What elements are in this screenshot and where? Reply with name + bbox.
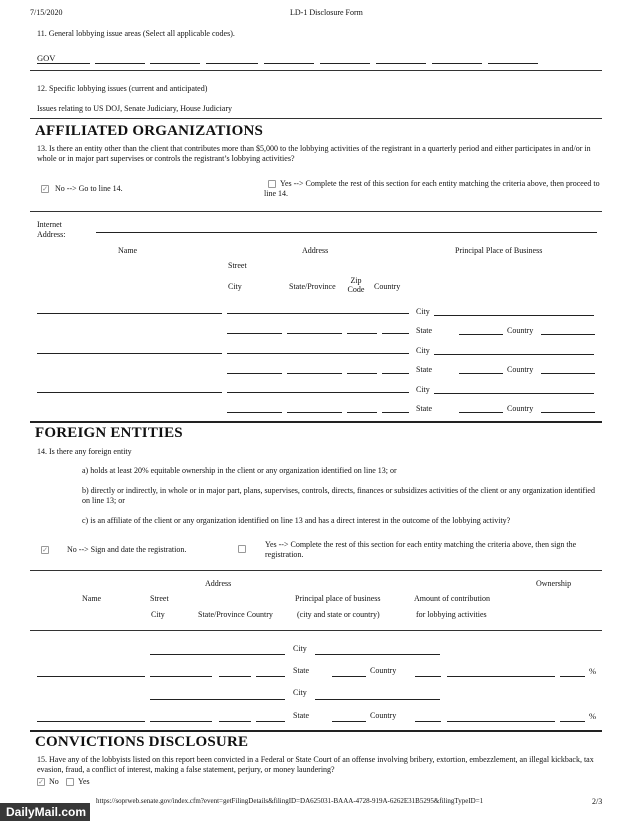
- section-divider: [30, 570, 602, 571]
- col-principal: Principal Place of Business: [455, 246, 543, 255]
- page-number: 2/3: [592, 797, 603, 806]
- f-state-label: State: [293, 711, 309, 720]
- f-state-value-line: [332, 721, 366, 722]
- principal-country-label: Country: [507, 404, 534, 413]
- principal-city-label: City: [416, 346, 430, 355]
- sub-street: Street: [228, 261, 247, 270]
- principal-state-line: [459, 412, 503, 413]
- zip-line: [347, 333, 377, 334]
- f-ownership-line: [560, 676, 585, 677]
- line14-question: 14. Is there any foreign entity: [37, 447, 132, 456]
- issue-code-line: [206, 63, 258, 64]
- f-city-addr-line: [150, 676, 212, 677]
- street-line: [227, 353, 409, 354]
- f-amount-line: [447, 676, 555, 677]
- section-divider: [30, 118, 602, 119]
- f-street-line: [150, 699, 285, 700]
- principal-city-label: City: [416, 307, 430, 316]
- f-col-amount-sub: for lobbying activities: [416, 610, 487, 619]
- state-line: [287, 333, 342, 334]
- f-name-line: [37, 676, 145, 677]
- issue-code-line: [37, 63, 90, 64]
- internet-address-label: Internet Address:: [37, 220, 66, 239]
- f-state-line: [219, 721, 251, 722]
- f-pct-sign: %: [589, 711, 597, 721]
- f-col-ownership: Ownership: [536, 579, 572, 588]
- issue-code-line: [320, 63, 370, 64]
- footer-url: https://soprweb.senate.gov/index.cfm?event=getFilingDetails&filingID=DA625031-BAAA-4728-919A-6262E31B5295&filingTypeID=1: [96, 797, 484, 805]
- city-line: [227, 333, 282, 334]
- line13-question: 13. Is there an entity other than the client that contributes more than $5,000 to the lobbying activities of the registrant in a quarterly period and either participates in and/or in whole or in major part supervises or controls the registrant’s lobbying activities?: [37, 144, 591, 163]
- section-divider: [30, 421, 602, 423]
- f-ownership-line: [560, 721, 585, 722]
- line13-no-label: No --> Go to line 14.: [55, 184, 123, 193]
- section-divider: [30, 730, 602, 732]
- line15-no-label: No: [49, 777, 59, 786]
- f-col-name: Name: [82, 594, 102, 603]
- line14-no-label: No --> Sign and date the registration.: [67, 545, 187, 554]
- f-city-label: City: [293, 688, 307, 697]
- principal-state-line: [459, 373, 503, 374]
- f-name-line: [37, 721, 145, 722]
- f-country-label: Country: [370, 666, 397, 675]
- issue-code-line: [150, 63, 200, 64]
- f-city-line: [315, 699, 440, 700]
- issue-code-line: [264, 63, 314, 64]
- city-line: [227, 373, 282, 374]
- name-line: [37, 353, 222, 354]
- f-col-amount: Amount of contribution: [414, 594, 490, 603]
- principal-city-line: [434, 315, 594, 316]
- sub-city: City: [228, 282, 242, 291]
- f-state-value-line: [332, 676, 366, 677]
- affiliated-heading: AFFILIATED ORGANIZATIONS: [35, 123, 264, 139]
- state-line: [287, 412, 342, 413]
- zip-line: [347, 373, 377, 374]
- line14-yes-label: Yes --> Complete the rest of this section for each entity matching the criteria above, then sign the registration.: [265, 540, 577, 559]
- line12-label: 12. Specific lobbying issues (current and anticipated): [37, 84, 208, 93]
- name-line: [37, 392, 222, 393]
- f-amount-line: [447, 721, 555, 722]
- principal-country-label: Country: [507, 326, 534, 335]
- watermark-logo: DailyMail.com: [6, 805, 87, 819]
- convictions-heading: CONVICTIONS DISCLOSURE: [35, 734, 249, 750]
- print-date: 7/15/2020: [30, 8, 63, 17]
- f-col-city: City: [151, 610, 165, 619]
- principal-city-line: [434, 393, 594, 394]
- f-country-label: Country: [370, 711, 397, 720]
- form-title: LD-1 Disclosure Form: [290, 8, 363, 17]
- line11-label: 11. General lobbying issue areas (Select all applicable codes).: [37, 29, 235, 38]
- f-country-line: [256, 676, 285, 677]
- principal-country-label: Country: [507, 365, 534, 374]
- issue-code-line: [376, 63, 426, 64]
- f-country-value-line: [415, 721, 441, 722]
- principal-country-line: [541, 334, 595, 335]
- watermark-bar: [0, 803, 90, 821]
- line13-no-checkbox[interactable]: ✓: [42, 185, 48, 193]
- line14-yes-checkbox[interactable]: [238, 545, 246, 553]
- principal-country-line: [541, 412, 595, 413]
- sub-zip: Zip Code: [347, 276, 365, 294]
- principal-state-label: State: [416, 365, 432, 374]
- line14-item-b: b) directly or indirectly, in whole or in major part, plans, supervises, controls, directs, finances or subsidizes activities of the client or any organization identified on line 13; or: [82, 486, 595, 505]
- issue-code-line: [432, 63, 482, 64]
- section-divider: [30, 211, 602, 212]
- col-name: Name: [118, 246, 138, 255]
- line14-item-a: a) holds at least 20% equitable ownership in the client or any organization identified on line 13; or: [82, 466, 397, 475]
- line13-yes-label: Yes --> Complete the rest of this section for each entity matching the criteria above, then proceed to line 14.: [264, 179, 600, 198]
- f-country-value-line: [415, 676, 441, 677]
- state-line: [287, 373, 342, 374]
- issue-code-line: [488, 63, 538, 64]
- line14-item-c: c) is an affiliate of the client or any organization identified on line 13 and has a direct interest in the outcome of the lobbying activity?: [82, 516, 511, 525]
- f-street-line: [150, 654, 285, 655]
- principal-city-line: [434, 354, 594, 355]
- principal-state-label: State: [416, 404, 432, 413]
- country-line: [382, 373, 409, 374]
- principal-country-line: [541, 373, 595, 374]
- f-city-label: City: [293, 644, 307, 653]
- line15-no-checkbox[interactable]: ✓: [38, 778, 44, 786]
- line12-value: Issues relating to US DOJ, Senate Judiciary, House Judiciary: [37, 104, 232, 113]
- f-state-line: [219, 676, 251, 677]
- line15-question: 15. Have any of the lobbyists listed on this report been convicted in a Federal or State Court of an offense involving bribery, extortion, embezzlement, an illegal kickback, tax evasion, fraud, a conflict of interest, making a false statement, perjury, or money laundering?: [37, 755, 594, 774]
- country-line: [382, 333, 409, 334]
- sub-country: Country: [374, 282, 401, 291]
- sub-state-province: State/Province: [289, 282, 336, 291]
- principal-state-line: [459, 334, 503, 335]
- city-line: [227, 412, 282, 413]
- street-line: [227, 313, 409, 314]
- f-city-addr-line: [150, 721, 212, 722]
- principal-state-label: State: [416, 326, 432, 335]
- zip-line: [347, 412, 377, 413]
- f-pct-sign: %: [589, 666, 597, 676]
- f-col-street: Street: [150, 594, 169, 603]
- f-col-principal-sub: (city and state or country): [297, 610, 380, 619]
- f-state-label: State: [293, 666, 309, 675]
- section-divider: [30, 630, 602, 631]
- f-city-line: [315, 654, 440, 655]
- foreign-heading: FOREIGN ENTITIES: [35, 425, 183, 441]
- f-col-address: Address: [205, 579, 232, 588]
- section-divider: [30, 70, 602, 71]
- f-col-state-country: State/Province Country: [198, 610, 273, 619]
- principal-city-label: City: [416, 385, 430, 394]
- line15-yes-label: Yes: [78, 777, 90, 786]
- f-col-principal: Principal place of business: [295, 594, 381, 603]
- issue-code-line: [95, 63, 145, 64]
- line14-no-checkbox[interactable]: ✓: [42, 546, 48, 554]
- country-line: [382, 412, 409, 413]
- col-address: Address: [302, 246, 329, 255]
- street-line: [227, 392, 409, 393]
- internet-address-line: [96, 232, 597, 233]
- line15-yes-checkbox[interactable]: [66, 778, 74, 786]
- f-country-line: [256, 721, 285, 722]
- name-line: [37, 313, 222, 314]
- issue-code-1: GOV: [37, 53, 56, 63]
